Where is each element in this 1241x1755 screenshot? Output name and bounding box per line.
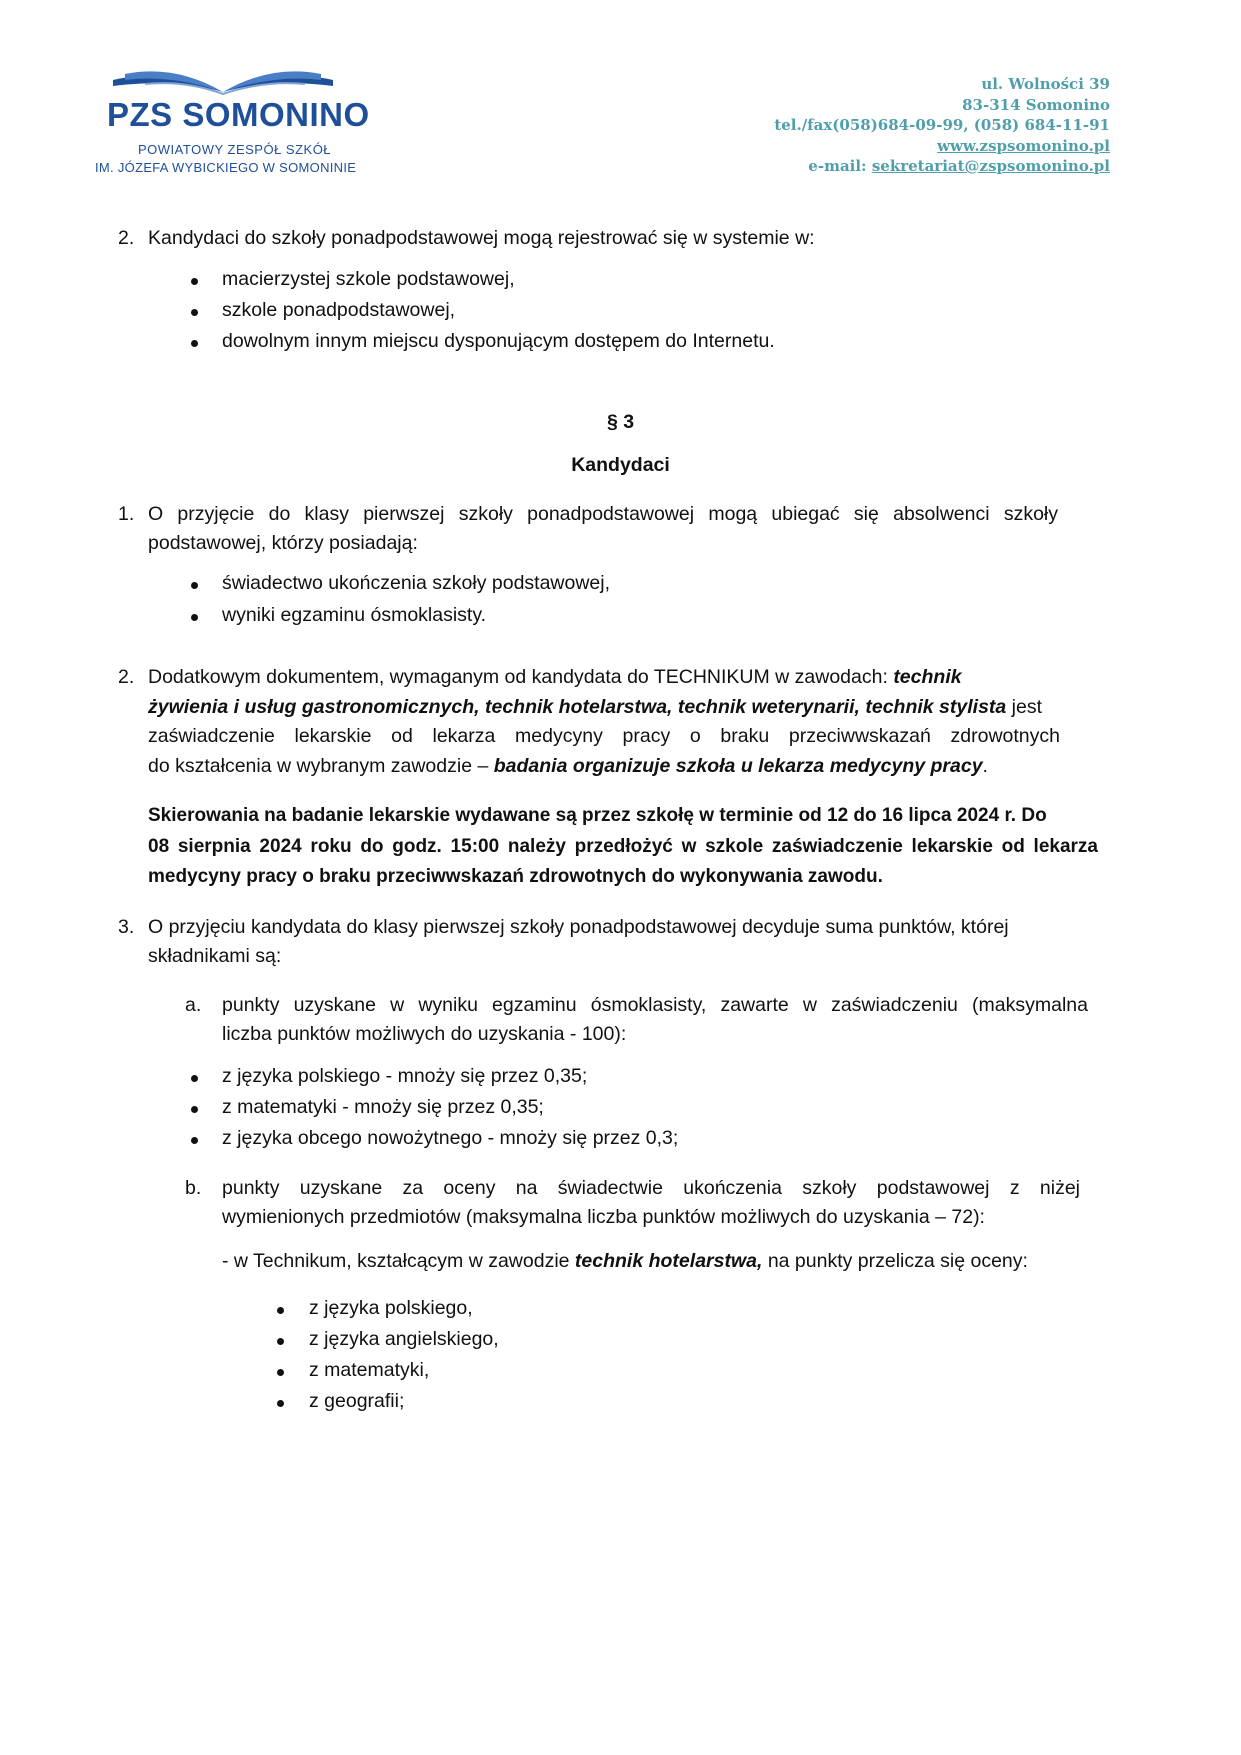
list-item: wyniki egzaminu ósmoklasisty. — [222, 604, 487, 626]
bullet-icon — [277, 1338, 284, 1345]
bullet-icon — [191, 340, 198, 347]
contact-phone: tel./fax(058)684-09-99, (058) 684-11-91 — [774, 116, 1110, 134]
section-title: Kandydaci — [571, 454, 670, 476]
bullet-icon — [191, 1106, 198, 1113]
emphasized-text: technik hotelarstwa, — [574, 1250, 763, 1272]
list-item: dowolnym innym miejscu dysponującym dostępem do Internetu. — [222, 330, 775, 352]
paragraph-line: O przyjęcie do klasy pierwszej szkoły ponadpodstawowej mogą ubiegać się absolwenci szkoły — [148, 503, 1058, 525]
notice-line: medycyny pracy o braku przeciwwskazań zdrowotnych do wykonywania zawodu. — [148, 866, 883, 887]
email-link[interactable]: sekretariat@zspsomonino.pl — [871, 157, 1110, 175]
list-number: 3. — [118, 916, 135, 938]
list-item: świadectwo ukończenia szkoły podstawowej, — [222, 572, 611, 594]
notice-line: 08 sierpnia 2024 roku do godz. 15:00 należy przedłożyć w szkole zaświadczenie lekarskie od lekarza — [148, 836, 1098, 857]
emphasized-text: badania organizuje szkoła u lekarza medycyny pracy — [493, 755, 983, 777]
website-link[interactable]: www.zspsomonino.pl — [937, 136, 1110, 155]
list-item: z matematyki - mnoży się przez 0,35; — [222, 1096, 544, 1118]
school-logo — [95, 70, 415, 180]
paragraph-line: składnikami są: — [148, 945, 282, 967]
bullet-icon — [191, 1137, 198, 1144]
bullet-icon — [191, 278, 198, 285]
contact-block — [774, 74, 1110, 177]
list-number: 2. — [118, 227, 135, 249]
email-label: e-mail: — [808, 157, 867, 175]
bullet-icon — [277, 1369, 284, 1376]
bullet-icon — [277, 1400, 284, 1407]
emphasized-text: żywienia i usług gastronomicznych, technik hotelarstwa, technik weterynarii, technik stylista — [148, 696, 1007, 718]
bullet-icon — [191, 582, 198, 589]
bullet-icon — [191, 614, 198, 621]
paragraph-line: O przyjęciu kandydata do klasy pierwszej szkoły ponadpodstawowej decyduje suma punktów, której — [148, 916, 1009, 938]
bullet-icon — [191, 1075, 198, 1082]
sublist-label: a. — [185, 994, 202, 1016]
list-item: szkole ponadpodstawowej, — [222, 299, 456, 321]
bullet-icon — [191, 309, 198, 316]
paragraph-line: podstawowej, którzy posiadają: — [148, 532, 418, 554]
paragraph-text: - w Technikum, kształcącym w zawodzie — [222, 1250, 570, 1272]
list-item: z języka obcego nowożytnego - mnoży się przez 0,3; — [222, 1127, 679, 1149]
section-sign: § 3 — [606, 411, 635, 433]
paragraph-line: zaświadczenie lekarskie od lekarza medycyny pracy o braku przeciwwskazań zdrowotnych — [148, 725, 1060, 747]
paragraph-line: punkty uzyskane za oceny na świadectwie ukończenia szkoły podstawowej z niżej — [222, 1177, 1080, 1199]
paragraph-text: Dodatkowym dokumentem, wymaganym od kandydata do TECHNIKUM w zawodach: — [148, 666, 888, 688]
paragraph-line: wymienionych przedmiotów (maksymalna liczba punktów możliwych do uzyskania – 72): — [222, 1206, 985, 1228]
logo-title: PZS SOMONINO — [107, 96, 370, 133]
paragraph-text: . — [982, 755, 988, 777]
list-item: z geografii; — [309, 1390, 405, 1412]
contact-city: 83-314 Somonino — [962, 95, 1110, 114]
paragraph-line: liczba punktów możliwych do uzyskania - 100): — [222, 1023, 627, 1045]
paragraph-line — [148, 751, 988, 781]
paragraph-line — [222, 1246, 1028, 1276]
list-item: macierzystej szkole podstawowej, — [222, 268, 515, 290]
list-number: 2. — [118, 666, 135, 688]
contact-street: ul. Wolności 39 — [981, 75, 1110, 93]
list-item: z języka polskiego, — [309, 1297, 473, 1319]
list-item: z języka polskiego - mnoży się przez 0,35; — [222, 1065, 588, 1087]
notice-line: Skierowania na badanie lekarskie wydawane są przez szkołę w terminie od 12 do 16 lipca 2024 r. Do — [148, 805, 1047, 826]
sublist-label: b. — [185, 1177, 202, 1199]
paragraph-text: na punkty przelicza się oceny: — [767, 1250, 1028, 1272]
paragraph-line — [148, 692, 1042, 722]
paragraph-line: punkty uzyskane w wyniku egzaminu ósmoklasisty, zawarte w zaświadczeniu (maksymalna — [222, 994, 1088, 1016]
list-item-text: Kandydaci do szkoły ponadpodstawowej mogą rejestrować się w systemie w: — [148, 227, 815, 249]
list-item: z języka angielskiego, — [309, 1328, 499, 1350]
paragraph-text: jest — [1011, 696, 1043, 718]
paragraph-line — [148, 662, 962, 692]
logo-subtitle-2: IM. JÓZEFA WYBICKIEGO W SOMONINIE — [95, 160, 357, 175]
list-item: z matematyki, — [309, 1359, 430, 1381]
paragraph-text: do kształcenia w wybranym zawodzie – — [148, 755, 489, 777]
list-number: 1. — [118, 503, 135, 525]
logo-subtitle-1: POWIATOWY ZESPÓŁ SZKÓŁ — [138, 142, 332, 157]
bullet-icon — [277, 1307, 284, 1314]
emphasized-text: technik — [893, 666, 962, 688]
